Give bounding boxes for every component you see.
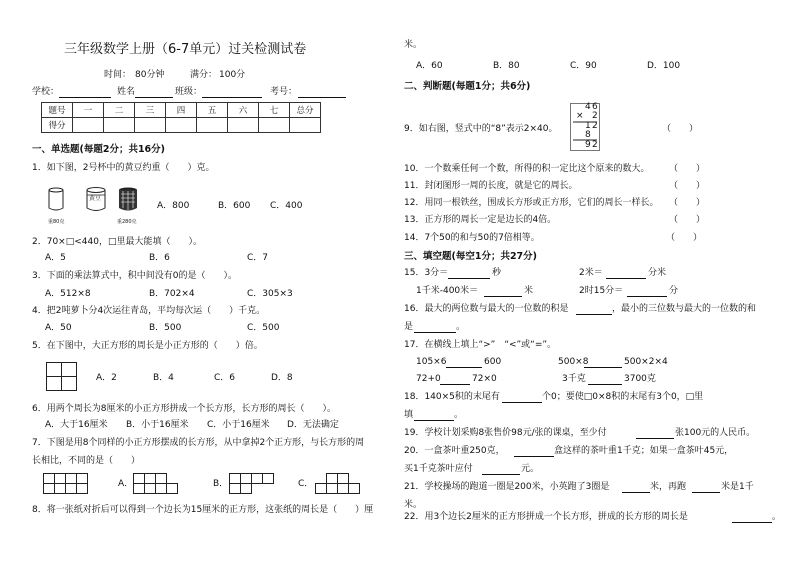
mult-digit: 1 — [585, 121, 591, 131]
cup-2-label: 黄豆 — [89, 195, 102, 202]
question-19-part-1: 19．学校计划采购8张售价98元/张的课桌，至少付 — [404, 428, 607, 438]
name-blank — [135, 88, 173, 98]
q7-option-a[interactable]: A． — [118, 479, 134, 489]
q5-option-d[interactable]: D．8 — [271, 373, 293, 383]
q17-expr: 3700克 — [624, 374, 656, 384]
question-15b: 2米＝ — [579, 268, 603, 278]
score-input-cell[interactable] — [104, 118, 135, 133]
q4-option-b[interactable]: B．500 — [149, 323, 182, 333]
section-3-heading: 三、填空题(每空1分；共27分) — [404, 251, 538, 262]
score-input-cell[interactable] — [259, 118, 290, 133]
question-16-part-2: ，最小的三位数与最大的一位数的和 — [612, 304, 757, 314]
question-18-part-1: 18．140×5积的末尾有 — [404, 392, 500, 402]
q8-option-b[interactable]: B．80 — [493, 61, 520, 71]
name-label: 姓名 — [117, 87, 136, 97]
score-cell: 五 — [197, 103, 228, 118]
score-cell: 四 — [166, 103, 197, 118]
section-1-heading: 一、单选题(每题2分；共16分) — [32, 144, 166, 155]
q21-blank-2[interactable] — [692, 483, 720, 493]
mult-digit: 2 — [592, 111, 598, 121]
score-input-cell[interactable] — [197, 118, 228, 133]
q17-expr: 500×2×4 — [624, 357, 668, 367]
class-label: 班级： — [175, 87, 203, 97]
full-rectangle-icon — [44, 474, 88, 494]
question-10: 10．一个数乘任何一个数，所得的积一定比这个原来的数大。 — [404, 164, 650, 174]
q15d-blank[interactable] — [627, 287, 667, 297]
section-2-heading: 二、判断题(每题1分；共6分) — [404, 81, 531, 92]
score-table — [41, 102, 321, 133]
score-input-cell[interactable] — [290, 118, 321, 133]
q15b-blank[interactable] — [606, 269, 646, 279]
q4-option-c[interactable]: C．500 — [247, 323, 280, 333]
score-cell: 得分 — [42, 118, 73, 133]
question-16-part-1: 16．最大的两位数与最大的一位数的积是 — [404, 304, 569, 314]
mult-sign: × — [576, 111, 584, 121]
q1-option-a[interactable]: A．800 — [157, 201, 190, 211]
q8-option-c[interactable]: C．90 — [570, 61, 597, 71]
exam-no-blank — [298, 88, 346, 98]
question-20-part-2: 盒这样的茶叶重1千克；如果一盒茶叶45元， — [554, 446, 734, 456]
option-c-shape-icon — [316, 474, 360, 494]
q6-option-c[interactable]: C．小于16厘米 — [207, 420, 270, 430]
time-value: 80分钟 — [135, 70, 165, 80]
class-blank — [202, 88, 262, 98]
mult-digit: 6 — [592, 102, 598, 112]
question-7-line-2: 长相比，不同的是（ ） — [32, 456, 141, 466]
q15c-blank[interactable] — [484, 287, 522, 297]
q15a-unit: 秒 — [492, 268, 502, 278]
full-score-label: 满分： — [190, 70, 218, 80]
cup-3-weight: 重280克 — [117, 219, 137, 225]
q1-option-b[interactable]: B．600 — [218, 201, 251, 211]
q9-answer-paren[interactable]: （ ） — [662, 124, 699, 134]
question-12: 12．用同一根铁丝，围成长方形或正方形，它们的周长一样长。 — [404, 198, 659, 208]
school-blank — [59, 88, 111, 98]
question-20-part-3: 买1千克茶叶应付 — [404, 464, 473, 474]
q3-option-b[interactable]: B．702×4 — [149, 289, 195, 299]
question-5: 5．在下图中，大正方形的周长是小正方形的（ ）倍。 — [32, 341, 263, 351]
q8-option-d[interactable]: D．100 — [647, 61, 681, 71]
question-21-part-2: 米，再跑 — [650, 482, 687, 492]
q3-option-c[interactable]: C．305×3 — [247, 289, 293, 299]
question-17: 17．在横线上填上“>” “<”或“=”。 — [404, 340, 557, 350]
q11-answer-paren[interactable]: （ ） — [669, 181, 706, 191]
score-input-cell[interactable] — [73, 118, 104, 133]
score-cell: 题号 — [42, 103, 73, 118]
question-18-end: 。 — [454, 410, 464, 420]
question-15c: 1千米-400米＝ — [416, 286, 479, 296]
q5-option-a[interactable]: A．2 — [96, 373, 117, 383]
question-16-line-2: 是 — [404, 322, 414, 332]
question-18-part-3: 填 — [404, 410, 414, 420]
q1-option-c[interactable]: C．400 — [270, 201, 303, 211]
q17-expr: 3千克 — [562, 374, 586, 384]
score-cell: 三 — [135, 103, 166, 118]
question-21-part-3: 米是1千 — [721, 482, 754, 492]
q15a-blank[interactable] — [448, 269, 490, 279]
question-3: 3．下面的乘法算式中，积中间没有0的是（ ）。 — [32, 271, 237, 281]
q8-option-a[interactable]: A．60 — [416, 61, 443, 71]
question-15a: 15．3分＝ — [404, 268, 449, 278]
mult-digit: 4 — [585, 102, 591, 112]
cup-1-weight: 重80克 — [48, 219, 65, 225]
q15c-unit: 米 — [524, 286, 534, 296]
page-title: 三年级数学上册（6-7单元）过关检测试卷 — [64, 42, 307, 57]
exam-no-label: 考号： — [270, 87, 298, 97]
q17-expr: 500×8 — [558, 357, 589, 367]
question-21-part-1: 21．学校操场的跑道一圈是200米，小英跑了3圈是 — [404, 482, 610, 492]
q2-option-a[interactable]: A．5 — [45, 253, 66, 263]
school-label: 学校： — [32, 87, 60, 97]
question-7-line-1: 7．下图是用8个同样的小正方形摆成的长方形，从中拿掉2个正方形，与长方形的周 — [32, 438, 365, 448]
question-20-part-1: 20．一盒茶叶重250克， — [404, 446, 505, 456]
score-input-cell[interactable] — [166, 118, 197, 133]
q21-blank-1[interactable] — [622, 483, 650, 493]
question-1: 1．如下图，2号杯中的黄豆约重（ ）克。 — [32, 163, 215, 173]
question-18-part-2: 个0；要使□0×8积的末尾有3个0，□里 — [542, 392, 704, 402]
question-22: 22．用3个边长2厘米的正方形拼成一个长方形，拼成的长方形的周长是 — [404, 512, 688, 522]
q12-answer-paren[interactable]: （ ） — [669, 198, 706, 208]
question-4: 4．把2吨萝卜分4次运往青岛，平均每次运（ ）千克。 — [32, 306, 266, 316]
q20-blank-2[interactable] — [482, 465, 520, 475]
question-13: 13．正方形的周长一定是边长的4倍。 — [404, 215, 557, 225]
q13-answer-paren[interactable]: （ ） — [669, 215, 706, 225]
score-table-header-row — [42, 103, 321, 118]
score-cell: 六 — [228, 103, 259, 118]
question-14: 14．7个50的和与50的7倍相等。 — [404, 233, 540, 243]
q22-blank[interactable] — [732, 513, 772, 523]
mult-digit: 9 — [585, 140, 591, 150]
square-grid-figure — [46, 362, 80, 392]
q17-expr: 72×0 — [472, 374, 497, 384]
q18-blank-2[interactable] — [414, 411, 454, 421]
q5-option-c[interactable]: C．6 — [214, 373, 236, 383]
q5-option-b[interactable]: B．4 — [153, 373, 174, 383]
q17-blank[interactable] — [446, 358, 482, 368]
q6-option-b[interactable]: B．小于16厘米 — [126, 420, 189, 430]
q7-option-b[interactable]: B． — [213, 479, 229, 489]
question-8: 8．将一张纸对折后可以得到一个边长为15厘米的正方形，这张纸的周长是（ ）厘 — [32, 505, 374, 515]
option-a-shape-icon — [134, 474, 178, 494]
question-19-part-2: 张100元的人民币。 — [675, 428, 756, 438]
question-8-continued: 米。 — [404, 40, 423, 50]
score-cell: 七 — [259, 103, 290, 118]
mult-digit: 2 — [592, 140, 598, 150]
mult-digit-eight: 8 — [585, 130, 591, 140]
q7-option-c[interactable]: C． — [298, 479, 314, 489]
q15d-unit: 分 — [669, 286, 679, 296]
cup-3-icon — [119, 188, 137, 211]
score-cell: 二 — [104, 103, 135, 118]
score-cell: 总分 — [290, 103, 321, 118]
q17-expr: 600 — [484, 357, 502, 367]
bean-cups-figure — [46, 186, 156, 222]
q19-blank[interactable] — [636, 429, 674, 439]
question-16-end: 。 — [456, 322, 466, 332]
option-b-shape-icon — [230, 474, 274, 494]
q17-blank[interactable] — [588, 375, 622, 385]
time-label: 时间： — [104, 70, 132, 80]
question-15d: 2时15分＝ — [579, 286, 624, 296]
score-input-cell[interactable] — [135, 118, 166, 133]
full-score-value: 100分 — [219, 70, 246, 80]
score-cell: 一 — [73, 103, 104, 118]
q18-blank-1[interactable] — [502, 393, 542, 403]
question-11: 11．封闭图形一周的长度，就是它的周长。 — [404, 181, 578, 191]
q10-answer-paren[interactable]: （ ） — [669, 164, 706, 174]
question-2: 2．70×□<440，□里最大能填（ ）。 — [32, 237, 202, 247]
mult-digit: 2 — [592, 121, 598, 131]
q17-blank[interactable] — [440, 375, 470, 385]
q6-option-d[interactable]: D．无法确定 — [287, 420, 339, 430]
q3-option-a[interactable]: A．512×8 — [45, 289, 91, 299]
q17-blank[interactable] — [584, 358, 622, 368]
question-9: 9．如右图，竖式中的“8”表示2×40。 — [404, 124, 558, 134]
q16-blank-2[interactable] — [414, 323, 456, 333]
q16-blank-1[interactable] — [576, 305, 612, 315]
score-table-score-row — [42, 118, 321, 133]
rectangle-options-figure — [43, 473, 373, 495]
q20-blank-1[interactable] — [514, 447, 554, 457]
cup-1-icon — [49, 188, 63, 210]
score-input-cell[interactable] — [228, 118, 259, 133]
q6-option-a[interactable]: A．大于16厘米 — [45, 420, 108, 430]
q15b-unit: 分米 — [648, 268, 667, 278]
q4-option-a[interactable]: A．50 — [45, 323, 72, 333]
q2-option-c[interactable]: C．7 — [247, 253, 269, 263]
question-21-end: 米。 — [404, 500, 423, 510]
question-22-end: 。 — [772, 512, 782, 522]
q17-expr: 105×6 — [416, 357, 447, 367]
q14-answer-paren[interactable]: （ ） — [666, 233, 703, 243]
q2-option-b[interactable]: B．6 — [149, 253, 170, 263]
question-20-end: 元。 — [521, 464, 540, 474]
q17-expr: 72+0 — [416, 374, 441, 384]
question-6: 6．用两个周长为8厘米的小正方形拼成一个长方形，长方形的周长（ ）。 — [32, 404, 336, 414]
